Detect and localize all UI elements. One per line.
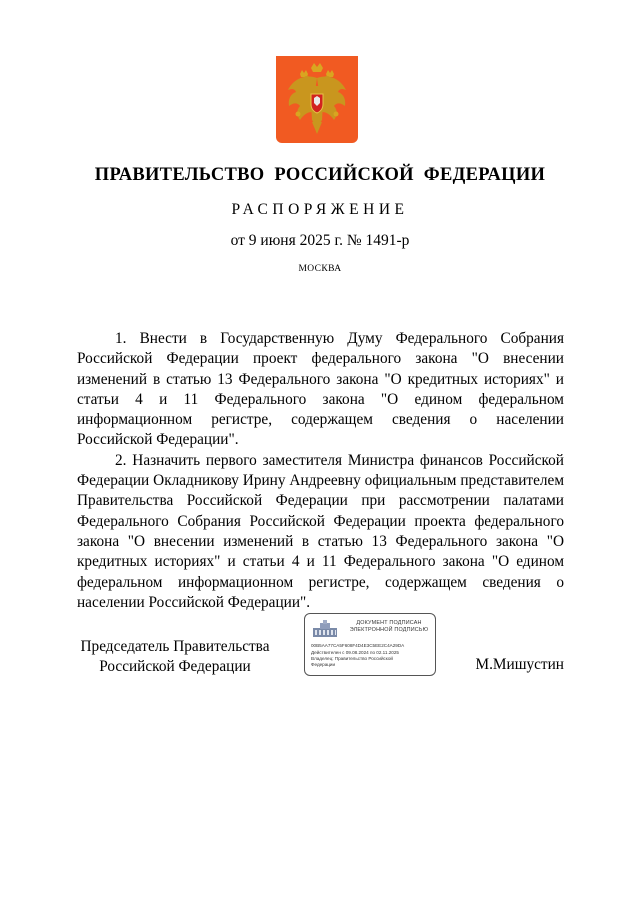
electronic-signature-stamp	[304, 613, 436, 676]
stamp-heading-line-1: ДОКУМЕНТ ПОДПИСАН	[356, 620, 422, 626]
stamp-heading	[343, 620, 435, 634]
signatory-title-line-1: Председатель Правительства	[80, 638, 270, 655]
stamp-owner-line-2: Федерации	[311, 662, 336, 667]
paragraph-1: 1. Внести в Государственную Думу Федерального Собрания Российской Федерации проект федерального закона "О внесении изменений в статью 13 Федерального закона "О кредитных историях" и статьи 4 и 11 Федерального закона "О едином федеральном информационном регистре, содержащем сведения о населении Российской Федерации".	[77, 330, 564, 449]
document-city: МОСКВА	[298, 264, 342, 274]
government-building-icon	[311, 620, 339, 638]
paragraph-2: 2. Назначить первого заместителя Министра финансов Российской Федерации Окладникову Ирину Андреевну официальным представителем Правительства Российской Федерации при рассмотрении палатами Федерального Собрания Российской Федерации проекта федерального закона "О внесении изменений в статью 13 Федерального закона "О кредитных историях" и статьи 4 и 11 Федерального закона "О едином федеральном информационном регистре, содержащем сведения о населении Российской Федерации".	[77, 451, 564, 611]
stamp-heading-line-2: ЭЛЕКТРОННОЙ ПОДПИСЬЮ	[349, 627, 429, 633]
document-type: РАСПОРЯЖЕНИЕ	[231, 201, 409, 218]
government-title: ПРАВИТЕЛЬСТВО РОССИЙСКОЙ ФЕДЕРАЦИИ	[94, 165, 546, 185]
signatory-title-line-2: Российской Федерации	[99, 658, 251, 675]
signatory-name: М.Мишустин	[475, 656, 564, 673]
document-body	[77, 329, 564, 613]
signatory-title	[75, 637, 275, 677]
document-date-number: от 9 июня 2025 г. № 1491-р	[230, 232, 410, 249]
coat-of-arms-icon	[276, 56, 358, 143]
stamp-certificate: 00B5AA77CA5F608F4D4E3C5EE2C4A29DA	[311, 643, 405, 648]
stamp-validity: Действителен с 09.08.2024 по 02.11.2025	[311, 650, 399, 655]
stamp-owner-line-1: Владелец: Правительство Российской	[311, 656, 393, 661]
